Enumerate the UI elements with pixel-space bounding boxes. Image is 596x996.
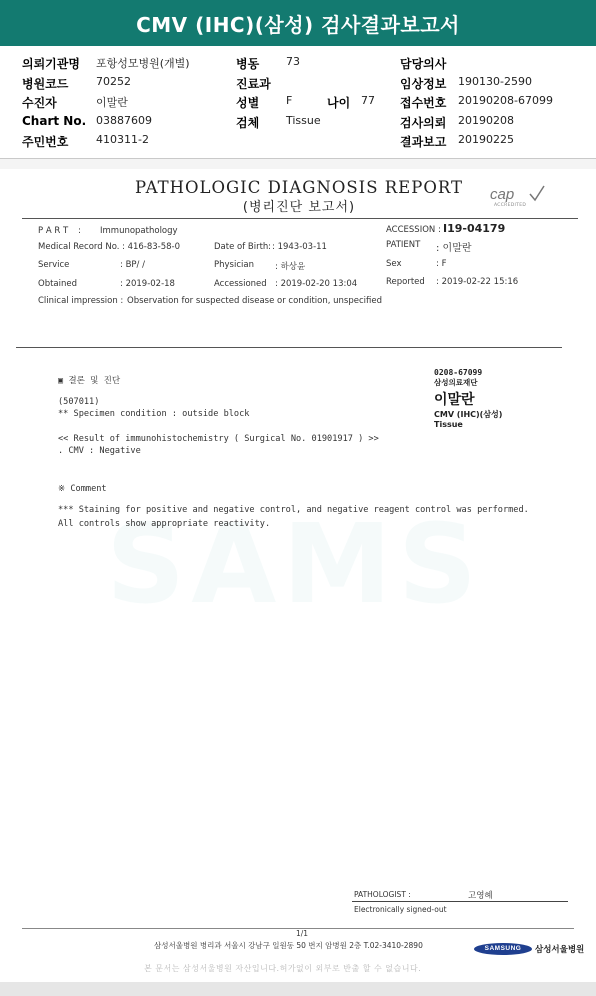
- gender-value: F: [286, 94, 293, 107]
- patient-value: : 이말란: [436, 243, 472, 254]
- medical-record-value: : 416-83-58-0: [122, 242, 181, 252]
- institution-value: 포항성모병원(개별): [96, 57, 190, 70]
- hospital-name: 삼성서울병원: [535, 945, 585, 955]
- clinical-impression-value: Observation for suspected disease or condition, unspecified: [127, 296, 382, 306]
- pathologist-name: 고영혜: [468, 891, 493, 901]
- age-label: 나이: [327, 96, 351, 110]
- header-row: [0, 75, 596, 94]
- scroll-bottom-band: [0, 982, 596, 996]
- divider: [16, 347, 562, 348]
- sticker-specimen: Tissue: [434, 420, 463, 429]
- report-title-bar: [0, 0, 596, 46]
- signed-out-note: Electronically signed-out: [354, 905, 447, 914]
- clinical-info-value: 190130-2590: [458, 75, 532, 88]
- chart-no-label: Chart No.: [22, 114, 87, 128]
- service-value: : BP/ /: [120, 260, 145, 270]
- request-info-header: [0, 48, 596, 159]
- accession-value: I19-04179: [443, 222, 506, 235]
- clinical-impression-label: Clinical impression :: [38, 296, 124, 306]
- divider: [352, 901, 568, 902]
- part-value: Immunopathology: [100, 226, 178, 236]
- receipt-number-label: 접수번호: [400, 96, 447, 110]
- samsung-watermark: [106, 500, 546, 620]
- separator-band: [0, 159, 596, 169]
- age-value: 77: [361, 94, 375, 107]
- comment-line-2: All controls show appropriate reactivity.: [58, 519, 271, 529]
- reported-value: : 2019-02-22 15:16: [436, 277, 519, 287]
- physician-label: Physician: [214, 260, 254, 270]
- sticker-test: CMV (IHC)(삼성): [434, 410, 503, 419]
- service-label: Service: [38, 260, 70, 270]
- dob-value: : 1943-03-11: [272, 242, 327, 252]
- patient-label: PATIENT: [386, 240, 421, 250]
- sex-label: Sex: [386, 259, 402, 269]
- sticker-org: 삼성의료재단: [434, 378, 478, 387]
- ward-label: 병동: [236, 57, 260, 71]
- obtained-label: Obtained: [38, 279, 78, 289]
- chart-no-value: 03887609: [96, 114, 152, 127]
- page-title: CMV (IHC)(삼성) 검사결과보고서: [136, 12, 460, 37]
- accessioned-value: : 2019-02-20 13:04: [275, 279, 358, 289]
- report-title-ko: (병리진단 보고서): [242, 200, 356, 215]
- divider: [22, 218, 578, 219]
- cap-logo-text: cap: [490, 186, 515, 203]
- physician-value: : 하상윤: [275, 262, 306, 272]
- reported-label: Reported: [386, 277, 425, 287]
- medical-record-label: Medical Record No.: [38, 242, 120, 252]
- pathology-report: [16, 170, 585, 978]
- obtained-value: : 2019-02-18: [120, 279, 175, 289]
- hospital-code-value: 70252: [96, 75, 131, 88]
- hospital-code-label: 병원코드: [22, 77, 69, 91]
- accession-label: ACCESSION: [386, 225, 436, 235]
- samsung-logo-icon: SAMSUNG: [474, 943, 532, 955]
- part-label: P A R T: [38, 226, 69, 236]
- sticker-patient-name: 이말란: [434, 392, 475, 408]
- specimen-sticker: [434, 368, 544, 429]
- specimen-condition: ** Specimen condition : outside block: [58, 409, 250, 419]
- dob-colon: :: [268, 242, 271, 252]
- hospital-address: 삼성서울병원 병리과 서울시 강남구 일원동 50 번지 암병원 2층 T.02-3410-2890: [154, 941, 423, 950]
- clinical-info-label: 임상정보: [400, 77, 447, 91]
- conclusion-heading: ▣ 결론 및 진단: [58, 376, 121, 386]
- doctor-label: 담당의사: [400, 57, 447, 71]
- accessioned-label: Accessioned: [214, 279, 267, 289]
- receipt-number-value: 20190208-67099: [458, 94, 553, 107]
- header-row: [0, 94, 596, 113]
- ihc-result-heading: << Result of immunohistochemistry ( Surgical No. 01901917 ) >>: [58, 434, 379, 444]
- resident-no-label: 주민번호: [22, 135, 69, 149]
- cmv-result: . CMV : Negative: [58, 446, 141, 456]
- department-label: 진료과: [236, 77, 271, 91]
- report-date-value: 20190225: [458, 133, 514, 146]
- request-date-value: 20190208: [458, 114, 514, 127]
- comment-heading: ※ Comment: [58, 484, 107, 494]
- request-date-label: 검사의뢰: [400, 116, 447, 130]
- comment-line-1: *** Staining for positive and negative control, and negative reagent control was performed.: [58, 505, 529, 515]
- header-row: [0, 114, 596, 133]
- institution-label: 의뢰기관명: [22, 57, 80, 71]
- resident-no-value: 410311-2: [96, 133, 149, 146]
- specimen-value: Tissue: [286, 114, 321, 127]
- page-number: 1/1: [296, 929, 309, 938]
- report-date-label: 결과보고: [400, 135, 447, 149]
- ward-value: 73: [286, 55, 300, 68]
- diagnosis-code: (507011): [58, 397, 100, 407]
- pathologist-label: PATHOLOGIST :: [354, 890, 411, 899]
- patient-name-label: 수진자: [22, 96, 57, 110]
- report-title-en: PATHOLOGIC DIAGNOSIS REPORT: [135, 178, 463, 197]
- header-row: [0, 55, 596, 74]
- confidentiality-notice: 본 문서는 삼성서울병원 자산입니다.허가없이 외부로 반출 할 수 없습니다.: [144, 964, 422, 973]
- header-row: [0, 133, 596, 152]
- dob-label: Date of Birth: [214, 242, 269, 252]
- specimen-label: 검체: [236, 116, 260, 130]
- gender-label: 성별: [236, 96, 260, 110]
- part-separator: :: [78, 226, 81, 236]
- cap-logo-subtext: ACCREDITED: [494, 203, 527, 208]
- patient-name-value: 이말란: [96, 96, 128, 109]
- sex-value: : F: [436, 259, 447, 269]
- sticker-number: 0208-67099: [434, 368, 483, 377]
- accession-colon: :: [438, 225, 441, 235]
